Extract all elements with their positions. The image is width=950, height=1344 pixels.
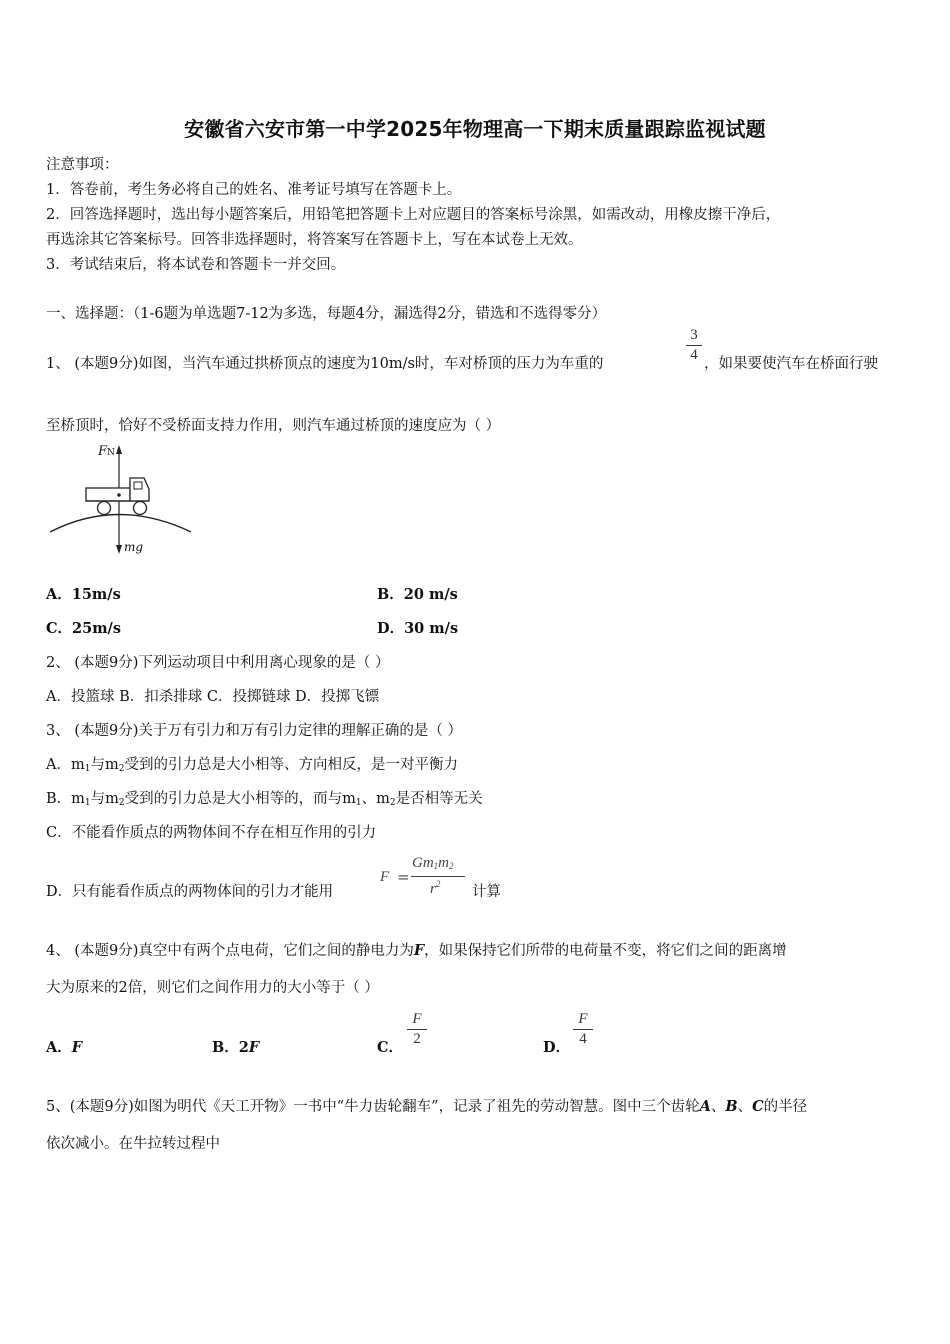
q2-options[interactable]: A．投篮球 B．扣杀排球 C．投掷链球 D．投掷飞镖	[46, 689, 380, 705]
q1-fraction	[686, 327, 702, 364]
q3-option-d-tail: 计算	[472, 884, 501, 900]
q4-option-d-label[interactable]: D．	[543, 1039, 571, 1056]
q3-option-b[interactable]: B．$m_1$与$m_2$受到的引力总是大小相等的，而与$m_1$、$m_2$是否相等无关	[46, 791, 483, 808]
q4-option-a[interactable]: A．F	[46, 1039, 83, 1056]
notice-item-2: 2．回答选择题时，选出每小题答案后，用铅笔把答题卡上对应题目的答案标号涂黑，如需改动，用橡皮擦干净后，	[46, 207, 781, 223]
q3-option-a[interactable]: A．$m_1$与$m_2$受到的引力总是大小相等、方向相反，是一对平衡力	[46, 757, 458, 774]
truck-window	[134, 482, 142, 489]
formula-bar	[411, 876, 465, 877]
q1-figure	[46, 442, 196, 560]
notice-heading: 注意事项：	[46, 157, 119, 173]
fn-arrow-icon	[116, 445, 122, 454]
notice-item-1: 1．答卷前，考生务必将自己的姓名、准考证号填写在答题卡上。	[46, 182, 462, 198]
q1-text-a: 1、 (本题9分)如图，当汽车通过拱桥顶点的速度为10m/s时，车对桥顶的压力为车重的	[46, 356, 604, 372]
q1-text	[46, 352, 603, 373]
mg-label: mg	[124, 540, 144, 554]
notice-item-2-cont: 再选涂其它答案标号。回答非选择题时，将答案写在答题卡上，写在本试卷上无效。	[46, 232, 583, 248]
q1-option-a[interactable]: A．15m/s	[46, 586, 121, 603]
notice-item-3: 3．考试结束后，将本试卷和答题卡一并交回。	[46, 257, 346, 273]
q4-option-b[interactable]: B．2F	[212, 1039, 260, 1056]
q1-frac-bar	[686, 345, 702, 346]
formula-denominator: $r^2$	[430, 879, 441, 897]
q3-option-c[interactable]: C．不能看作质点的两物体间不存在相互作用的引力	[46, 825, 377, 841]
q3-text: 3、 (本题9分)关于万有引力和万有引力定律的理解正确的是（ ）	[46, 723, 462, 739]
truck-on-bridge-diagram	[46, 442, 196, 560]
mg-arrow-icon	[116, 545, 122, 554]
bridge-arc	[50, 515, 191, 533]
q1-frac-num: 3	[690, 327, 698, 343]
q1-option-d[interactable]: D．30 m/s	[377, 620, 459, 637]
q2-text: 2、 (本题9分)下列运动项目中利用离心现象的是（ ）	[46, 655, 390, 671]
fn-label: FN	[98, 444, 115, 459]
q1-text-b: ，如果要使汽车在桥面行驶	[704, 356, 878, 372]
q5-text-a: 5、(本题9分)如图为明代《天工开物》一书中“牛力齿轮翻车”，记录了祖先的劳动智慧。图中三个齿轮A、B、C的半径	[46, 1098, 808, 1115]
rear-wheel	[98, 502, 111, 515]
q4-text-a: 4、 (本题9分)真空中有两个点电荷，它们之间的静电力为F，如果保持它们所带的电荷量不变，将它们之间的距离增	[46, 942, 787, 959]
formula-numerator: $Gm_1m_2$	[412, 855, 454, 871]
section-heading: 一、选择题：（1-6题为单选题7-12为多选，每题4分，漏选得2分，错选和不选得零分）	[46, 306, 607, 322]
formula-lhs: F	[380, 869, 390, 885]
truck-bed	[86, 488, 130, 501]
q4-option-c-label[interactable]: C．	[377, 1039, 404, 1056]
q1-option-c[interactable]: C．25m/s	[46, 620, 122, 637]
page-title: 安徽省六安市第一中学2025年物理高一下期末质量跟踪监视试题	[184, 117, 766, 141]
q4-option-c-fraction[interactable]: F 2	[407, 1011, 427, 1048]
q5-text-c: 依次减小。在牛拉转过程中	[46, 1136, 220, 1152]
gravitation-formula	[378, 855, 473, 900]
front-wheel	[134, 502, 147, 515]
q1-text-c: 至桥顶时，恰好不受桥面支持力作用，则汽车通过桥顶的速度应为（ ）	[46, 418, 501, 434]
center-of-mass-dot	[117, 493, 121, 497]
q1-frac-den: 4	[690, 347, 698, 363]
q1-option-b[interactable]: B．20 m/s	[377, 586, 458, 603]
q3-option-d-text[interactable]: D．只有能看作质点的两物体间的引力才能用	[46, 884, 334, 900]
formula-eq: =	[397, 868, 410, 886]
q4-option-d-fraction[interactable]: F 4	[573, 1011, 593, 1048]
q4-text-c: 大为原来的2倍，则它们之间作用力的大小等于（ ）	[46, 980, 379, 996]
